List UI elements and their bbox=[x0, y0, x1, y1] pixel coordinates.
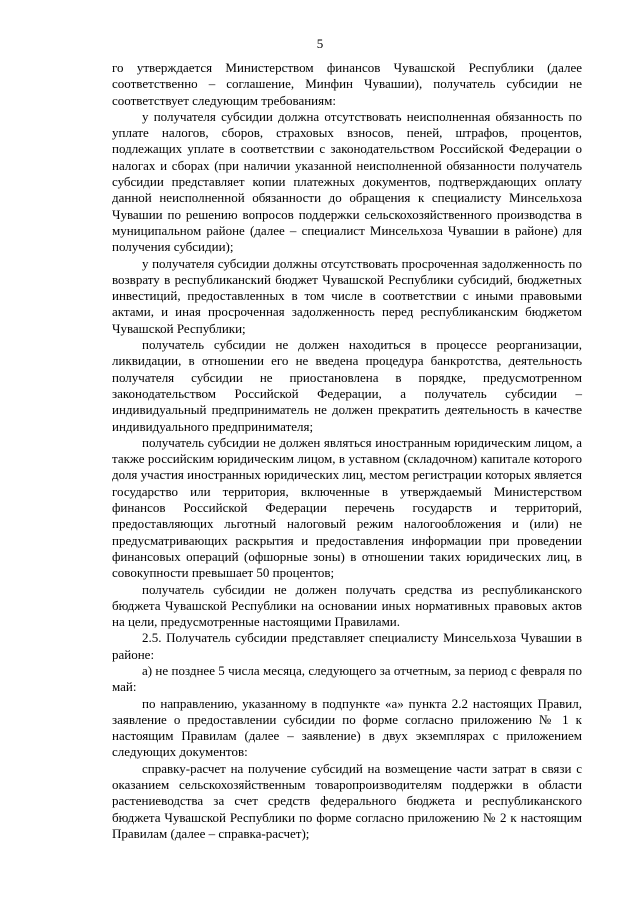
paragraph: у получателя субсидии должна отсутствовать неисполненная обязанность по уплате налогов, сборов, страховых взносов, пеней, штрафов, процентов, подлежащих уплате в соответствии с законодательством Российской Федерации о налогах и сборах (при наличии указанной неисполненной обязанности получатель субсидии представляет копии платежных документов, подтверждающих оплату данной неисполненной обязанности до обращения к специалисту Минсельхоза Чувашии по решению вопросов поддержки сельскохозяйственного производства в муниципальном районе (далее – специалист Минсельхоза Чувашии в районе) для получения субсидии); bbox=[112, 108, 582, 255]
paragraph: 2.5. Получатель субсидии представляет специалисту Минсельхоза Чувашии в районе: bbox=[112, 630, 582, 662]
paragraph: получатель субсидии не должен получать средства из республиканского бюджета Чувашской Республики на основании иных нормативных правовых актов на цели, предусмотренные настоящими Правилами. bbox=[112, 581, 582, 630]
paragraph: получатель субсидии не должен являться иностранным юридическим лицом, а также российским юридическим лицом, в уставном (складочном) капитале которого доля участия иностранных юридических лиц, местом регистрации которых является государство или территория, включенные в утверждаемый Министерством финансов Российской Федерации перечень государств и территорий, предоставляющих льготный налоговый режим налогообложения и (или) не предусматривающих раскрытия и предоставления информации при проведении финансовых операций (офшорные зоны) в отношении таких юридических лиц, в совокупности превышает 50 процентов; bbox=[112, 434, 582, 581]
paragraph: го утверждается Министерством финансов Чувашской Республики (далее соответственно – соглашение, Минфин Чувашии), получатель субсидии не соответствует следующим требованиям: bbox=[112, 60, 582, 108]
page-number: 5 bbox=[316, 36, 324, 51]
paragraph: у получателя субсидии должны отсутствовать просроченная задолженность по возврату в республиканский бюджет Чувашской Республики субсидий, бюджетных инвестиций, предоставленных в том числе в соответствии с иными правовыми актами, и иная просроченная задолженность перед республиканским бюджетом Чувашской Республики; bbox=[112, 255, 582, 336]
paragraph: а) не позднее 5 числа месяца, следующего за отчетным, за период с февраля по май: bbox=[112, 662, 582, 695]
paragraph: справку-расчет на получение субсидий на возмещение части затрат в связи с оказанием сельскохозяйственным товаропроизводителям поддержки в области растениеводства за счет средств федерального бюджета и республиканского бюджета Чувашской Республики по форме согласно приложению № 2 к настоящим Правилам (далее – справка-расчет); bbox=[112, 760, 582, 841]
document-body bbox=[112, 60, 582, 842]
paragraph: по направлению, указанному в подпункте «а» пункта 2.2 настоящих Правил, заявление о предоставлении субсидии по форме согласно приложению № 1 к настоящим Правилам (далее – заявление) в двух экземплярах с приложением следующих документов: bbox=[112, 695, 582, 760]
paragraph: получатель субсидии не должен находиться в процессе реорганизации, ликвидации, в отношении его не введена процедура банкротства, деятельность получателя субсидии не приостановлена в порядке, предусмотренном законодательством Российской Федерации, а получатель субсидии – индивидуальный предприниматель не должен прекратить деятельность в качестве индивидуального предпринимателя; bbox=[112, 337, 582, 434]
